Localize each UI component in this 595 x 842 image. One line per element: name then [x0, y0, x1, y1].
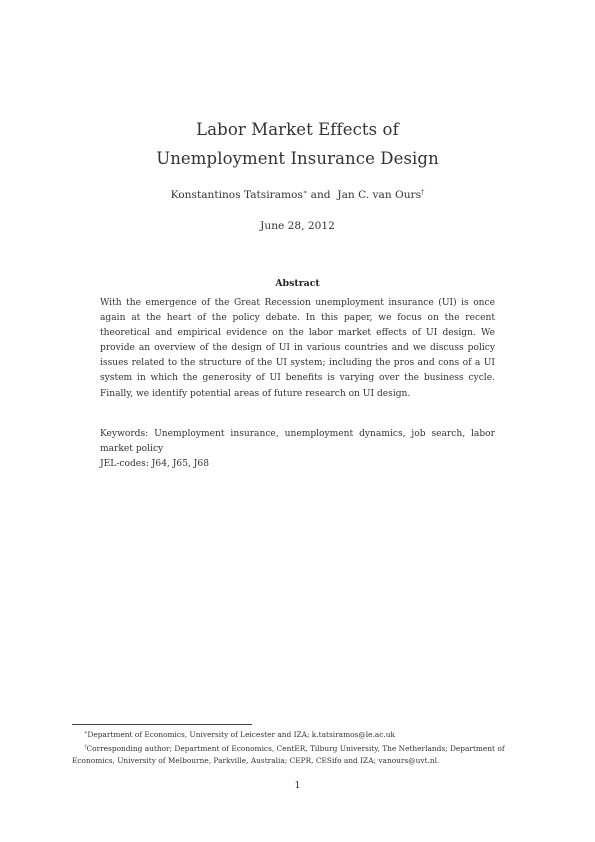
author-connector: and — [310, 189, 331, 201]
author-1: Konstantinos Tatsiramos — [170, 189, 303, 201]
author-2-footnote-mark: † — [421, 188, 425, 196]
author-line — [0, 188, 595, 201]
paper-date: June 28, 2012 — [260, 220, 335, 232]
abstract-body: With the emergence of the Great Recession unemployment insurance (UI) is once again at the heart of the policy debate. In this paper, we focus on the recent theoretical and empirical evidence on the labor market effects of UI design. We provide an overview of the design of UI in various countries and we discuss policy issues related to the structure of the UI system; including the pros and cons of a UI system in which the generosity of UI benefits is varying over the business cycle. Finally, we identify potential areas of future research on UI design. — [100, 298, 495, 399]
author-1-footnote-mark: ∗ — [302, 188, 308, 196]
footnote-2-mark: † — [84, 744, 87, 750]
page-number: 1 — [294, 780, 301, 791]
footnotes — [72, 727, 524, 767]
abstract-heading: Abstract — [275, 278, 320, 289]
footnote-1 — [72, 727, 524, 741]
footnote-2 — [72, 741, 524, 767]
author-2: Jan C. van Ours — [337, 189, 422, 201]
keywords: Keywords: Unemployment insurance, unemployment dynamics, job search, labor market policy — [100, 429, 495, 455]
paper-title-line-1: Labor Market Effects of — [196, 120, 399, 139]
footnote-1-text: Department of Economics, University of Leicester and IZA; k.tatsiramos@le.ac.uk — [87, 730, 395, 739]
footnote-rule — [72, 724, 252, 725]
footnote-1-mark: ∗ — [84, 730, 88, 736]
jel-codes: JEL-codes: J64, J65, J68 — [100, 459, 210, 469]
footnote-2-text: Corresponding author; Department of Economics, CentER, Tilburg University, The Netherlands; Department of Economics, University of Melbourne, Parkville, Australia; CEPR, CESifo and IZA; vanours@uvt.nl. — [72, 744, 505, 765]
paper-title-line-2: Unemployment Insurance Design — [156, 149, 439, 168]
